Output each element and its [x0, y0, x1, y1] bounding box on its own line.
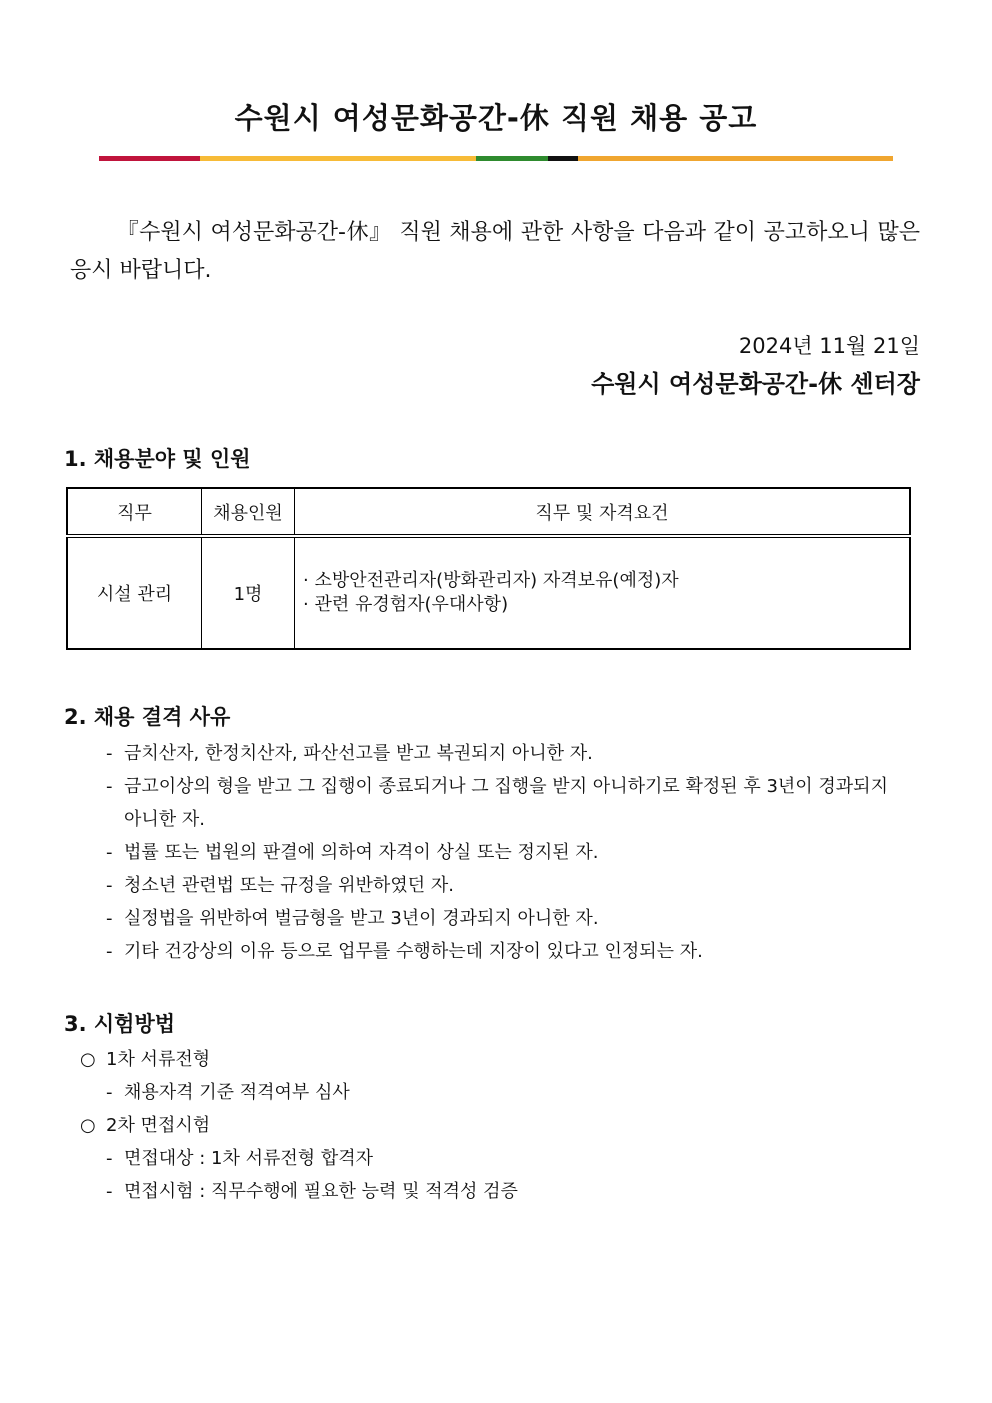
header-job: 직무 [67, 488, 202, 536]
list-item: - 청소년 관련법 또는 규정을 위반하였던 자. [106, 875, 454, 896]
intro-text: 『수원시 여성문화공간-休』 직원 채용에 관한 사항을 다음과 같이 공고하오니 많은 응시 바랍니다. [70, 220, 920, 283]
intro-paragraph [70, 214, 920, 290]
section-1-heading: 1. 채용분야 및 인원 [64, 447, 251, 471]
requirement-item: · 소방안전관리자(방화관리자) 자격보유(예정)자 [303, 570, 679, 591]
color-bar-segment-green [476, 156, 548, 161]
cell-requirements [295, 536, 911, 649]
header-count: 채용인원 [202, 488, 295, 536]
list-item: - 면접시험 : 직무수행에 필요한 능력 및 적격성 검증 [106, 1181, 518, 1202]
cell-job: 시설 관리 [67, 536, 202, 649]
recruitment-table [66, 487, 911, 650]
list-item: - 실정법을 위반하여 벌금형을 받고 3년이 경과되지 아니한 자. [106, 908, 599, 929]
list-item-continuation: 아니한 자. [124, 809, 205, 830]
list-item: - 채용자격 기준 적격여부 심사 [106, 1082, 350, 1103]
stage-2-title: ○ 2차 면접시험 [80, 1115, 211, 1136]
announcement-date: 2024년 11월 21일 [738, 334, 920, 358]
circle-bullet-icon: ○ [80, 1049, 96, 1070]
color-bar-segment-red [99, 156, 200, 161]
list-item: - 면접대상 : 1차 서류전형 합격자 [106, 1148, 374, 1169]
table-row [67, 536, 910, 649]
list-item: - 금치산자, 한정치산자, 파산선고를 받고 복권되지 아니한 자. [106, 743, 593, 764]
color-bar-segment-yellow [200, 156, 476, 161]
stage-1-title: ○ 1차 서류전형 [80, 1049, 211, 1070]
requirement-item: · 관련 유경험자(우대사항) [303, 594, 509, 615]
section-2-heading: 2. 채용 결격 사유 [64, 705, 231, 729]
section-3-heading: 3. 시험방법 [64, 1012, 176, 1036]
table-header-row [67, 488, 910, 536]
color-bar-segment-black [548, 156, 578, 161]
header-requirements: 직무 및 자격요건 [295, 488, 911, 536]
list-item: - 기타 건강상의 이유 등으로 업무를 수행하는데 지장이 있다고 인정되는 자. [106, 941, 703, 962]
list-item: - 금고이상의 형을 받고 그 집행이 종료되거나 그 집행을 받지 아니하기로 확정된 후 3년이 경과되지 [106, 776, 888, 797]
list-item: - 법률 또는 법원의 판결에 의하여 자격이 상실 또는 정지된 자. [106, 842, 599, 863]
circle-bullet-icon: ○ [80, 1115, 96, 1136]
cell-count: 1명 [202, 536, 295, 649]
signer: 수원시 여성문화공간-休 센터장 [591, 370, 920, 398]
color-bar-segment-orange [578, 156, 893, 161]
page-title: 수원시 여성문화공간-休 직원 채용 공고 [234, 101, 758, 135]
